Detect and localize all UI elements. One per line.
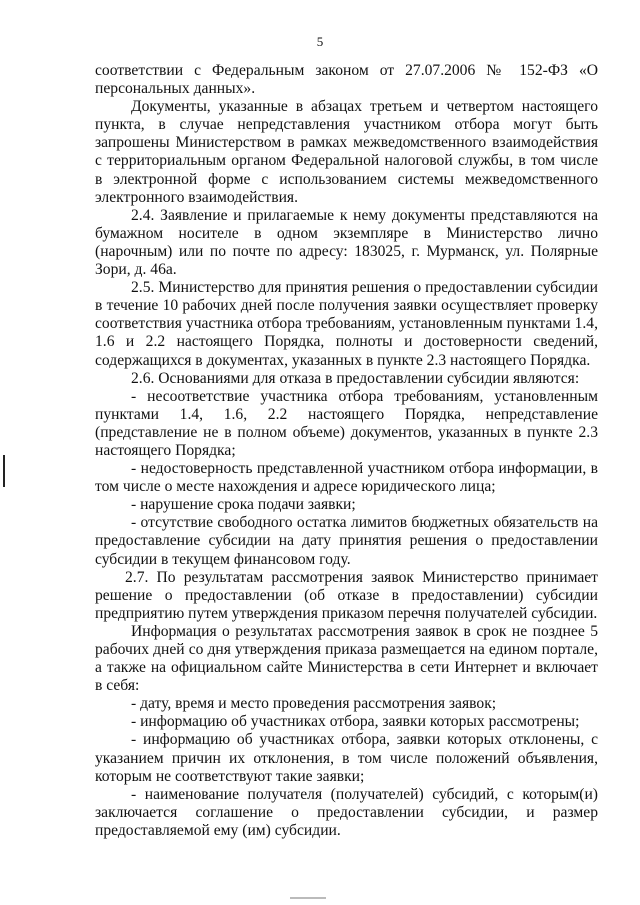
list-item: - информацию об участниках отбора, заявки которых рассмотрены; <box>131 713 580 731</box>
scan-artifact <box>290 897 326 899</box>
paragraph-2-6: 2.6. Основаниями для отказа в предоставлении субсидии являются: <box>131 369 580 387</box>
paragraph-2-5: 2.5. Министерство для принятия решения о предоставлении субсидии в течение 10 рабочих дней после получения заявки осуществляет проверку соответствия участника отбора требованиям, установленным пунктами 1.4, 1.6 и 2.2 настоящего Порядка, полноты и достоверности сведений, содержащихся в документах, указанных в пункте 2.3 настоящего Порядка. <box>95 279 598 369</box>
list-item: - наименование получателя (получателей) субсидий, с которым(и) заключается соглашение о предоставлении субсидии, и размер предоставляемой ему (им) субсидии. <box>95 785 598 839</box>
paragraph-info: Информация о результатах рассмотрения заявок в срок не позднее 5 рабочих дней со дня утверждения приказа размещается на едином портале, а также на официальном сайте Министерства в сети Интернет и включает в себя: <box>95 622 598 695</box>
list-item: - информацию об участниках отбора, заявки которых отклонены, с указанием причин их отклонения, в том числе положений объявления, которым не соответствуют такие заявки; <box>95 731 598 785</box>
list-item: - дату, время и место проведения рассмотрения заявок; <box>131 695 497 713</box>
document-body <box>95 62 598 840</box>
list-item: - отсутствие свободного остатка лимитов бюджетных обязательств на предоставление субсидии на дату принятия решения о предоставлении субсидии в текущем финансовом году. <box>95 514 598 568</box>
paragraph-2-7: 2.7. По результатам рассмотрения заявок Министерство принимает решение о предоставлении (об отказе в предоставлении) субсидии предприятию путем утверждения приказом перечня получателей субсидии. <box>95 568 598 622</box>
list-item: - недостоверность представленной участником отбора информации, в том числе о месте нахождения и адресе юридического лица; <box>95 460 598 496</box>
paragraph-1: соответствии с Федеральным законом от 27.07.2006 № 152-ФЗ «О персональных данных». <box>95 62 598 98</box>
margin-mark <box>3 455 5 487</box>
paragraph-2: Документы, указанные в абзацах третьем и четвертом настоящего пункта, в случае непредставления участником отбора могут быть запрошены Министерством в рамках межведомственного взаимодействия с территориальным органом Федеральной налоговой службы, в том числе в электронной форме с использованием системы межведомственного электронного взаимодействия. <box>95 98 598 206</box>
list-item: - нарушение срока подачи заявки; <box>131 496 356 514</box>
list-item: - несоответствие участника отбора требованиям, установленным пунктами 1.4, 1.6, 2.2 настоящего Порядка, непредставление (представление не в полном объеме) документов, указанных в пункте 2.3 настоящего Порядка; <box>95 387 598 459</box>
page-number: 5 <box>316 34 324 49</box>
paragraph-2-4: 2.4. Заявление и прилагаемые к нему документы представляются на бумажном носителе в одном экземпляре в Министерство лично (нарочным) или по почте по адресу: 183025, г. Мурманск, ул. Полярные Зори, д. 46а. <box>95 206 598 279</box>
